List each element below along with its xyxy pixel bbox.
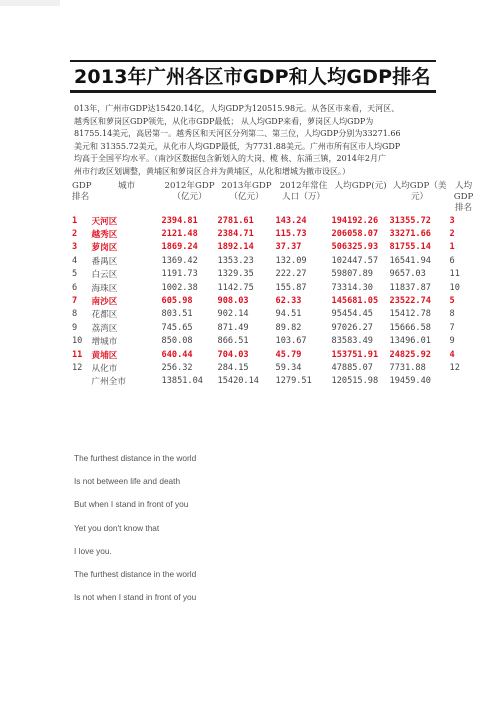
cell-gdp-rank: 5: [72, 269, 78, 280]
table-row: [72, 214, 478, 227]
poem-line: Yet you don't know that: [74, 522, 160, 533]
intro-line: 013年，广州市GDP达15420.14亿，人均GDP为120515.98元。从各区市来看，天河区、: [74, 104, 400, 113]
poem-line: The furthest distance in the world: [74, 453, 197, 463]
cell-gdp-rank: 12: [72, 362, 83, 373]
cell-gdp-rank: 8: [72, 309, 78, 320]
cell-gdp-2013: 908.03: [217, 296, 249, 307]
cell-gdp-2013: 871.49: [217, 322, 249, 333]
header-per-capita-rank: 人均GDP排名: [453, 181, 474, 213]
cell-per-capita-rank: 3: [449, 215, 455, 226]
cell-gdp-per-capita-cny: 95454.45: [331, 309, 373, 320]
cell-gdp-rank: 7: [72, 296, 78, 307]
cell-gdp-rank: 1: [72, 215, 78, 226]
cell-gdp-per-capita-usd: 9657.03: [389, 269, 426, 280]
cell-gdp-per-capita-cny: 59807.89: [331, 269, 373, 280]
cell-gdp-2012: 13851.04: [161, 376, 203, 387]
cell-per-capita-rank: 12: [449, 362, 460, 373]
cell-city: 荔湾区: [91, 323, 118, 334]
header-gdp-per-capita-usd: 人均GDP（美元）: [392, 181, 447, 202]
table-row: [72, 308, 478, 321]
cell-per-capita-rank: 1: [449, 242, 455, 253]
table-row: [72, 321, 478, 334]
cell-gdp-per-capita-usd: 81755.14: [389, 242, 431, 253]
cell-per-capita-rank: 5: [449, 296, 455, 307]
cell-city: 白云区: [91, 270, 118, 281]
cell-per-capita-rank: 6: [449, 255, 455, 266]
cell-city: 番禺区: [91, 256, 118, 267]
cell-gdp-2013: 15420.14: [217, 376, 259, 387]
cell-city: 从化市: [91, 363, 118, 374]
cell-gdp-rank: 9: [72, 322, 78, 333]
cell-city: 海珠区: [91, 283, 118, 294]
table-body: [72, 214, 478, 388]
cell-gdp-rank: 11: [72, 349, 83, 360]
cell-city: 天河区: [91, 216, 118, 227]
cell-gdp-2012: 2394.81: [161, 215, 198, 226]
cell-gdp-2012: 1369.42: [161, 255, 198, 266]
cell-city: 越秀区: [91, 230, 118, 241]
cell-gdp-per-capita-cny: 153751.91: [331, 349, 379, 360]
table-row: [72, 254, 478, 267]
header-gdp-per-capita-cny: 人均GDP(元): [334, 181, 387, 191]
table-row: [72, 294, 478, 307]
cell-gdp-per-capita-usd: 13496.01: [389, 336, 431, 347]
cell-city: 增城市: [91, 337, 118, 348]
cell-gdp-2012: 1002.38: [161, 282, 198, 293]
poem-line: Is not when I stand in front of you: [74, 592, 197, 603]
gdp-table: [72, 181, 478, 388]
poem-text: [74, 453, 196, 615]
cell-gdp-2013: 1329.35: [217, 269, 254, 280]
cell-gdp-per-capita-usd: 15412.78: [389, 309, 431, 320]
cell-gdp-per-capita-cny: 194192.26: [331, 215, 379, 226]
poem-line: I love you.: [74, 545, 112, 556]
cell-gdp-2013: 284.15: [217, 362, 249, 373]
cell-city: 南沙区: [91, 297, 118, 308]
cell-gdp-2012: 2121.48: [161, 229, 198, 240]
cell-gdp-2013: 1353.23: [217, 255, 254, 266]
table-header-row: [72, 181, 478, 214]
cell-gdp-per-capita-usd: 23522.74: [389, 296, 431, 307]
header-gdp-2012: 2012年GDP（亿元）: [164, 181, 215, 202]
cell-per-capita-rank: 8: [449, 309, 455, 320]
cell-per-capita-rank: 11: [449, 269, 460, 280]
table-row: [72, 281, 478, 294]
cell-population: 45.79: [275, 349, 302, 360]
intro-line: 81755.14美元，高居第一。越秀区和天河区分列第二、第三位，人均GDP分别为33271.66: [74, 129, 401, 139]
intro-line: 均高于全国平均水平。（南沙区数据包含新划入的大岗、榄 核、东涌三镇，2014年2月广: [74, 154, 386, 164]
cell-gdp-per-capita-cny: 102447.57: [331, 255, 379, 266]
cell-gdp-per-capita-cny: 206058.07: [331, 229, 379, 240]
cell-population: 94.51: [275, 309, 302, 320]
table-row: [72, 335, 478, 348]
cell-gdp-2012: 745.65: [161, 322, 193, 333]
cell-population: 115.73: [275, 229, 307, 240]
cell-population: 222.27: [275, 269, 307, 280]
cell-population: 103.67: [275, 336, 307, 347]
page-title: 2013年广州各区市GDP和人均GDP排名: [74, 66, 431, 88]
cell-per-capita-rank: [450, 375, 478, 388]
corner-mark: [0, 0, 60, 6]
cell-per-capita-rank: 2: [449, 229, 455, 240]
cell-gdp-2013: 704.03: [217, 349, 249, 360]
table-row: [72, 375, 478, 388]
cell-gdp-2012: 605.98: [161, 296, 193, 307]
cell-gdp-2012: 850.08: [161, 336, 193, 347]
cell-population: 132.09: [275, 255, 307, 266]
cell-gdp-rank: 3: [72, 242, 78, 253]
header-city: 城市: [117, 181, 136, 191]
cell-gdp-rank: 2: [72, 229, 78, 240]
cell-gdp-per-capita-usd: 24825.92: [389, 349, 431, 360]
cell-gdp-per-capita-cny: 145681.05: [331, 296, 379, 307]
cell-gdp-per-capita-cny: 47885.07: [331, 362, 373, 373]
cell-gdp-per-capita-cny: 83583.49: [331, 336, 373, 347]
cell-gdp-2012: 803.51: [161, 309, 193, 320]
intro-paragraph: [74, 103, 434, 179]
cell-population: 37.37: [275, 242, 302, 253]
cell-gdp-per-capita-usd: 16541.94: [389, 255, 431, 266]
cell-per-capita-rank: 10: [449, 282, 460, 293]
cell-gdp-rank: 10: [72, 336, 83, 347]
cell-population: 89.82: [275, 322, 302, 333]
intro-line: 越秀区和萝岗区GDP领先，从化市GDP最低； 从人均GDP来看，萝岗区人均GDP为: [74, 116, 374, 126]
cell-gdp-per-capita-usd: 15666.58: [389, 322, 431, 333]
cell-gdp-per-capita-usd: 7731.88: [389, 362, 426, 373]
table-row: [72, 241, 478, 254]
cell-gdp-per-capita-cny: 506325.93: [331, 242, 379, 253]
table-row: [72, 227, 478, 240]
cell-gdp-per-capita-cny: 73314.30: [331, 282, 373, 293]
cell-gdp-2012: 256.32: [161, 362, 193, 373]
cell-population: 155.87: [275, 282, 307, 293]
cell-gdp-per-capita-usd: 11837.87: [389, 282, 431, 293]
cell-gdp-2013: 1142.75: [217, 282, 254, 293]
cell-gdp-per-capita-usd: 33271.66: [389, 229, 431, 240]
poem-line: The furthest distance in the world: [74, 568, 197, 579]
cell-gdp-2013: 902.14: [217, 309, 249, 320]
cell-gdp-per-capita-usd: 31355.72: [389, 215, 431, 226]
cell-gdp-per-capita-cny: 97026.27: [331, 322, 373, 333]
header-gdp-rank: GDP排名: [72, 181, 92, 202]
cell-gdp-2012: 1191.73: [161, 269, 198, 280]
cell-gdp-2013: 2781.61: [217, 215, 254, 226]
cell-city: 萝岗区: [91, 243, 118, 254]
header-gdp-2013: 2013年GDP（亿元）: [221, 181, 272, 202]
cell-city: 广州全市: [91, 377, 126, 388]
cell-gdp-per-capita-cny: 120515.98: [331, 376, 379, 387]
cell-city: 花都区: [91, 310, 118, 321]
cell-city: 黄埔区: [91, 350, 118, 361]
cell-gdp-rank: 6: [72, 282, 78, 293]
cell-gdp-per-capita-usd: 19459.40: [389, 376, 431, 387]
table-row: [72, 348, 478, 361]
cell-population: 1279.51: [275, 376, 312, 387]
header-population: 2012年常住人口（万）: [279, 181, 328, 202]
title-rule-bottom: [70, 90, 436, 93]
intro-line: 州市行政区划调整，黄埔区和萝岗区合并为黄埔区，从化和增城为撤市设区。）: [74, 166, 350, 176]
intro-line: 美元和 31355.72美元，从化市人均GDP最低，为7731.88美元。广州市所有区市人均GDP: [74, 141, 401, 151]
cell-gdp-2012: 640.44: [161, 349, 193, 360]
cell-per-capita-rank: 4: [449, 349, 455, 360]
cell-population: 143.24: [275, 215, 307, 226]
cell-population: 59.34: [275, 362, 302, 373]
cell-gdp-2012: 1869.24: [161, 242, 198, 253]
cell-gdp-2013: 2384.71: [217, 229, 254, 240]
cell-population: 62.33: [275, 296, 302, 307]
cell-gdp-2013: 866.51: [217, 336, 249, 347]
cell-per-capita-rank: 7: [449, 322, 455, 333]
table-row: [72, 268, 478, 281]
cell-per-capita-rank: 9: [449, 336, 455, 347]
cell-gdp-rank: 4: [72, 255, 78, 266]
poem-line: Is not between life and death: [74, 476, 181, 487]
table-row: [72, 361, 478, 374]
poem-line: But when I stand in front of you: [74, 499, 189, 510]
cell-gdp-2013: 1892.14: [217, 242, 254, 253]
cell-gdp-rank: [72, 375, 92, 388]
